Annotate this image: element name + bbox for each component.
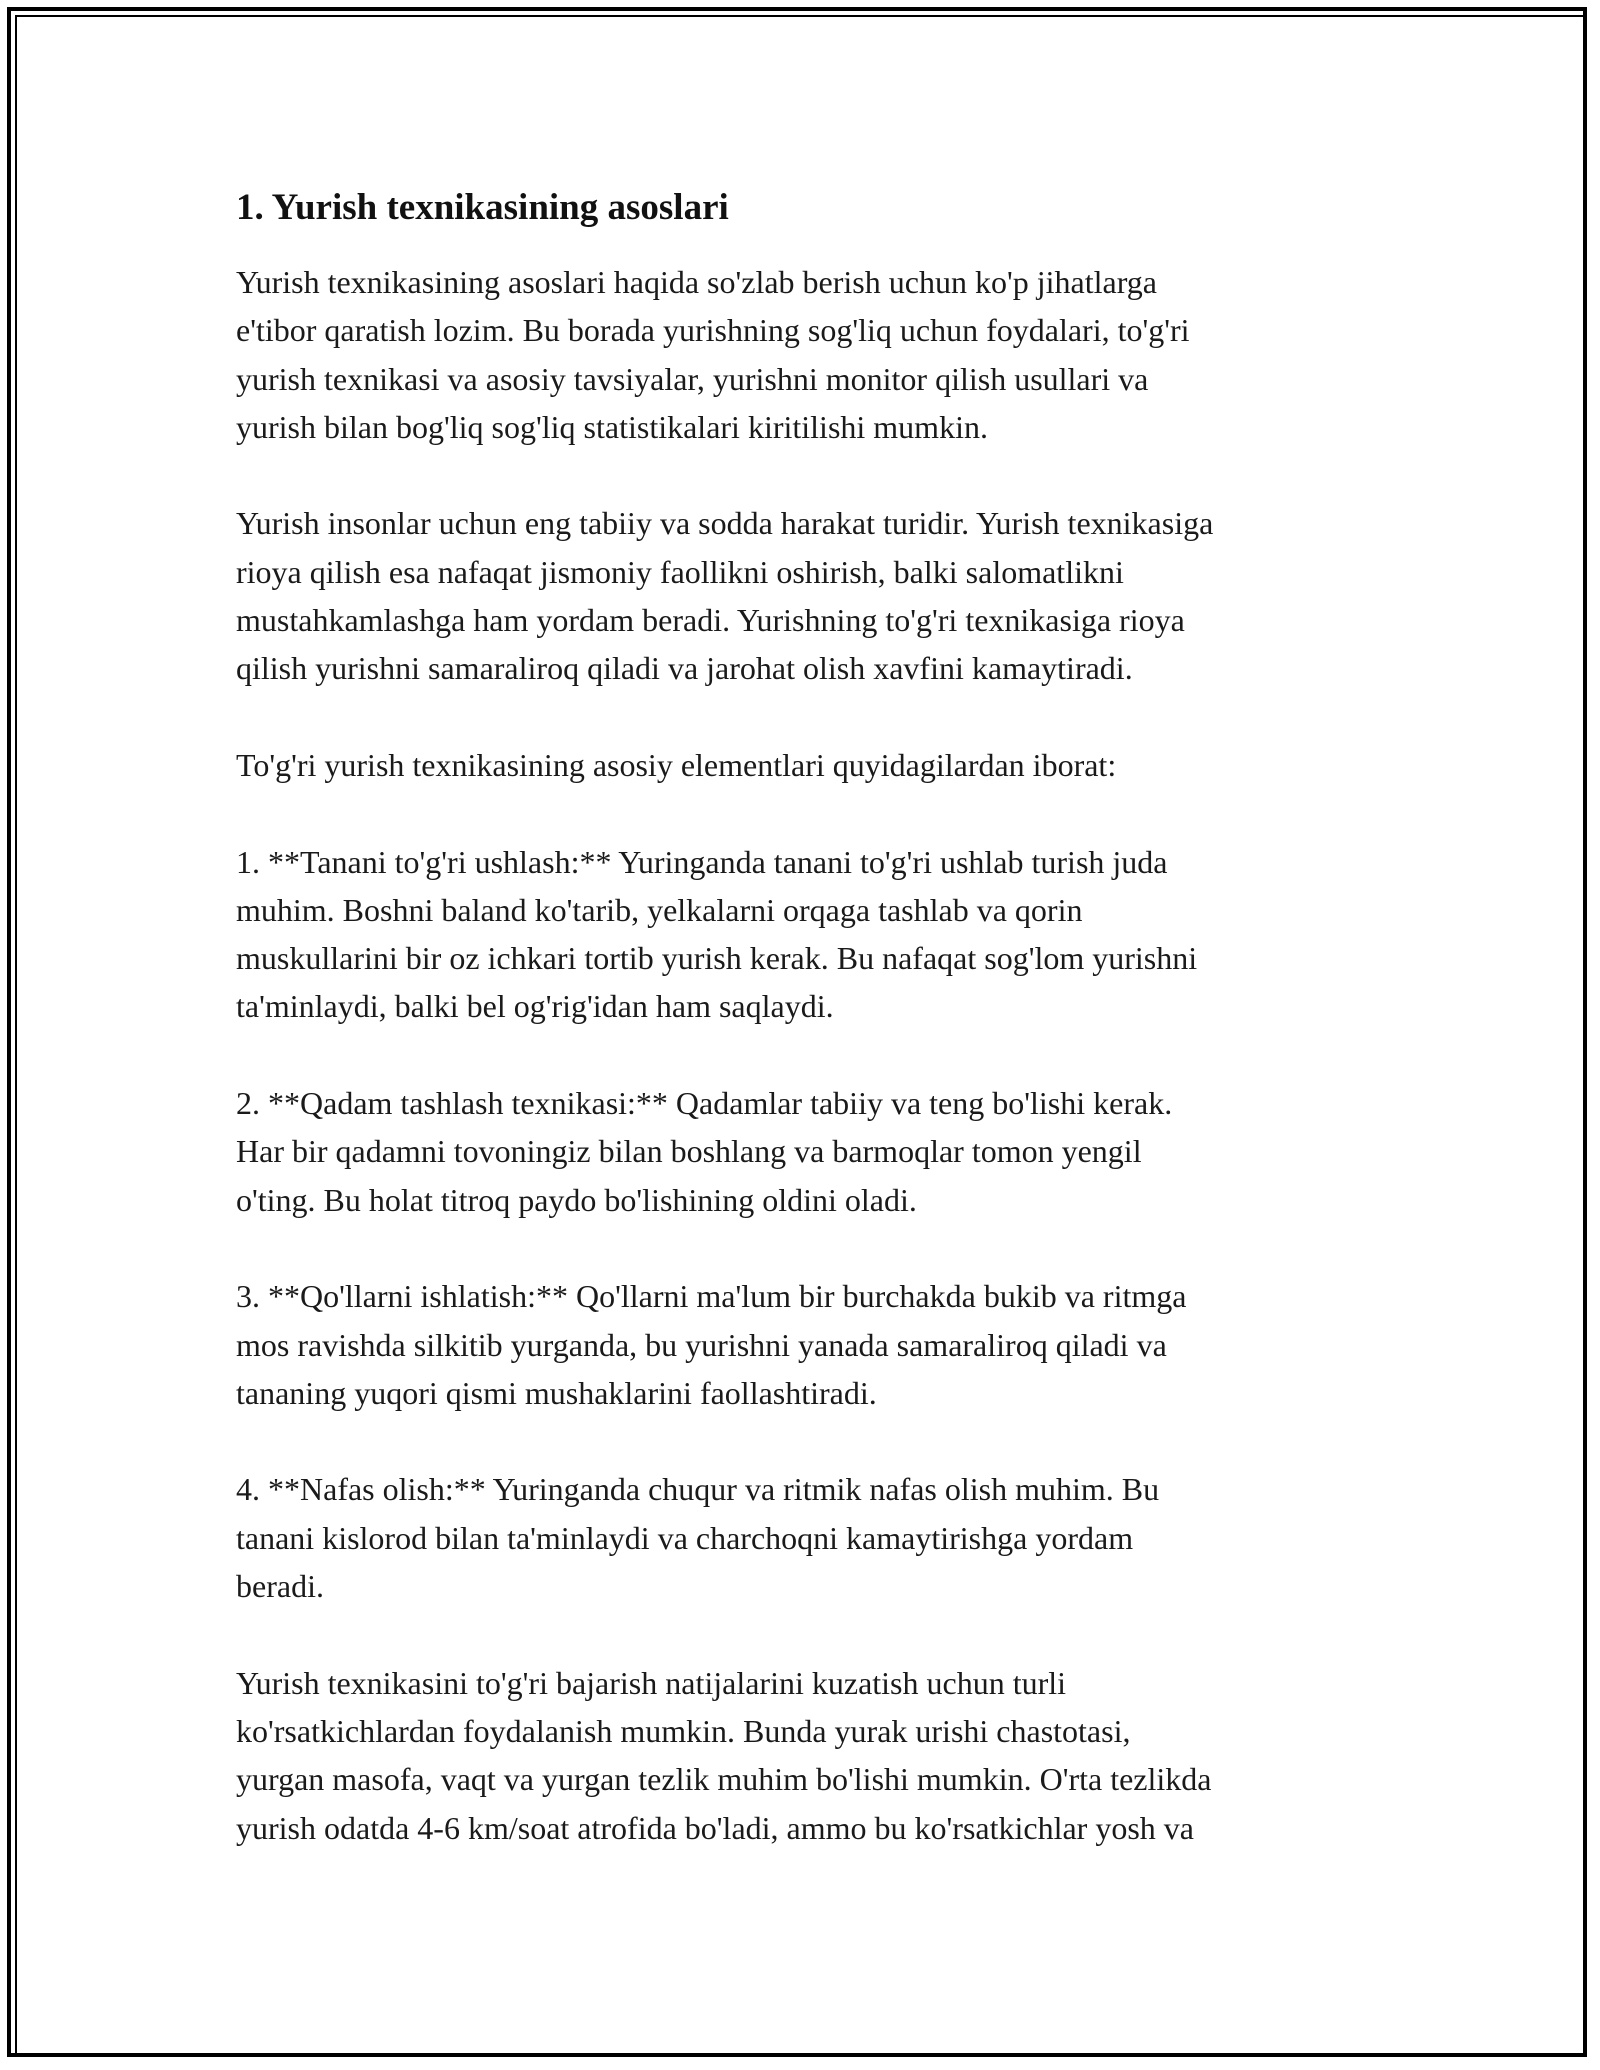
list-item-breathing — [236, 1465, 1386, 1610]
text-line: ta'minlaydi, balki bel og'rig'idan ham saqlaydi. — [236, 988, 834, 1025]
text-line: 4. **Nafas olish:** Yuringanda chuqur va ritmik nafas olish muhim. Bu — [236, 1471, 1160, 1508]
text-line: mustahkamlashga ham yordam beradi. Yurishning to'g'ri texnikasiga rioya — [236, 602, 1185, 639]
text-line: yurgan masofa, vaqt va yurgan tezlik muhim bo'lishi mumkin. O'rta tezlikda — [236, 1761, 1212, 1798]
text-line: tanani kislorod bilan ta'minlaydi va charchoqni kamaytirishga yordam — [236, 1519, 1134, 1556]
text-line: Har bir qadamni tovoningiz bilan boshlang va barmoqlar tomon yengil — [236, 1133, 1142, 1170]
text-line: tananing yuqori qismi mushaklarini faollashtiradi. — [236, 1374, 877, 1411]
text-line: mos ravishda silkitib yurganda, bu yurishni yanada samaraliroq qiladi va — [236, 1326, 1167, 1363]
text-line: Yurish insonlar uchun eng tabiiy va sodda harakat turidir. Yurish texnikasiga — [236, 505, 1214, 542]
text-line: To'g'ri yurish texnikasining asosiy elementlari quyidagilardan iborat: — [236, 746, 1117, 783]
section-heading: 1. Yurish texnikasining asoslari — [236, 187, 729, 228]
text-line: rioya qilish esa nafaqat jismoniy faollikni oshirish, balki salomatlikni — [236, 553, 1124, 590]
text-line: o'ting. Bu holat titroq paydo bo'lishining oldini oladi. — [236, 1181, 917, 1218]
list-item-posture — [236, 838, 1386, 1031]
document-page — [236, 184, 1386, 1900]
text-line: yurish texnikasi va asosiy tavsiyalar, yurishni monitor qilish usullari va — [236, 360, 1149, 397]
text-line: yurish bilan bog'liq sog'liq statistikalari kiritilishi mumkin. — [236, 408, 988, 445]
text-line: 1. **Tanani to'g'ri ushlash:** Yuringanda tanani to'g'ri ushlab turish juda — [236, 843, 1168, 880]
text-line: yurish odatda 4-6 km/soat atrofida bo'ladi, ammo bu ko'rsatkichlar yosh va — [236, 1809, 1194, 1846]
text-line: Yurish texnikasini to'g'ri bajarish natijalarini kuzatish uchun turli — [236, 1664, 1067, 1701]
text-line: ko'rsatkichlardan foydalanish mumkin. Bunda yurak urishi chastotasi, — [236, 1712, 1131, 1749]
text-line: Yurish texnikasining asoslari haqida so'zlab berish uchun ko'p jihatlarga — [236, 264, 1157, 300]
text-line: muskullarini bir oz ichkari tortib yurish kerak. Bu nafaqat sog'lom yurishni — [236, 940, 1198, 977]
text-line: qilish yurishni samaraliroq qiladi va jarohat olish xavfini kamaytiradi. — [236, 650, 1133, 687]
list-item-stride — [236, 1079, 1386, 1224]
paragraph-monitoring — [236, 1659, 1386, 1852]
paragraph-elements-intro — [236, 741, 1386, 789]
text-line: e'tibor qaratish lozim. Bu borada yurishning sog'liq uchun foydalari, to'g'ri — [236, 312, 1190, 349]
list-item-arms — [236, 1272, 1386, 1417]
paragraph-natural-movement — [236, 499, 1386, 692]
text-line: muhim. Boshni baland ko'tarib, yelkalarni orqaga tashlab va qorin — [236, 891, 1083, 928]
text-line: 3. **Qo'llarni ishlatish:** Qo'llarni ma'lum bir burchakda bukib va ritmga — [236, 1278, 1187, 1315]
text-line: beradi. — [236, 1568, 324, 1605]
paragraph-intro — [236, 258, 1386, 451]
text-line: 2. **Qadam tashlash texnikasi:** Qadamlar tabiiy va teng bo'lishi kerak. — [236, 1085, 1173, 1122]
